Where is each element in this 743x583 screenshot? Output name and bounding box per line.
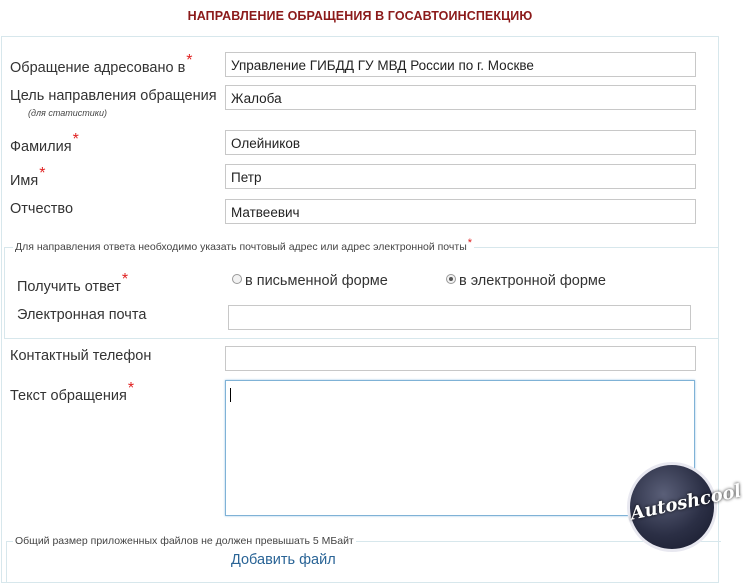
surname-label: Фамилия* [10, 131, 79, 155]
email-input[interactable] [228, 305, 691, 330]
required-mark: * [39, 165, 46, 182]
required-mark: * [72, 131, 79, 148]
required-mark: * [467, 237, 473, 249]
purpose-label: Цель направления обращения [10, 88, 217, 104]
required-mark: * [121, 271, 129, 288]
watermark-text: Autoshcool [628, 480, 743, 525]
phone-input[interactable] [225, 346, 696, 371]
purpose-select[interactable]: Жалоба [225, 85, 696, 110]
surname-input[interactable]: Олейников [225, 130, 696, 155]
receive-reply-label: Получить ответ* [17, 271, 129, 295]
patronymic-input[interactable]: Матвеевич [225, 199, 696, 224]
add-file-link[interactable]: Добавить файл [231, 552, 336, 568]
required-mark: * [127, 380, 135, 397]
name-label: Имя* [10, 165, 46, 189]
message-textarea[interactable] [225, 380, 695, 516]
files-fieldset [6, 541, 721, 582]
radio-paper-option[interactable]: в письменной форме [232, 273, 388, 289]
watermark-logo [627, 462, 743, 552]
text-cursor [230, 388, 231, 402]
email-label: Электронная почта [17, 307, 147, 323]
message-text-label: Текст обращения* [10, 380, 135, 404]
radio-paper[interactable] [232, 274, 242, 284]
page-title: НАПРАВЛЕНИЕ ОБРАЩЕНИЯ В ГОСАВТОИНСПЕКЦИЮ [187, 9, 533, 23]
page-header [0, 0, 720, 32]
addressee-field[interactable]: Управление ГИБДД ГУ МВД России по г. Москве [225, 52, 696, 77]
name-input[interactable]: Петр [225, 164, 696, 189]
patronymic-label: Отчество [10, 201, 74, 217]
addressee-label: Обращение адресовано в* [10, 52, 193, 76]
radio-email-option[interactable]: в электронной форме [446, 273, 606, 289]
required-mark: * [186, 52, 193, 69]
reply-legend: Для направления ответа необходимо указать почтовый адрес или адрес электронной почты* [15, 237, 473, 253]
files-legend: Общий размер приложенных файлов не должен превышать 5 МБайт [15, 535, 354, 547]
phone-label: Контактный телефон [10, 348, 152, 364]
purpose-sublabel: (для статистики) [28, 108, 108, 118]
radio-email[interactable] [446, 274, 456, 284]
